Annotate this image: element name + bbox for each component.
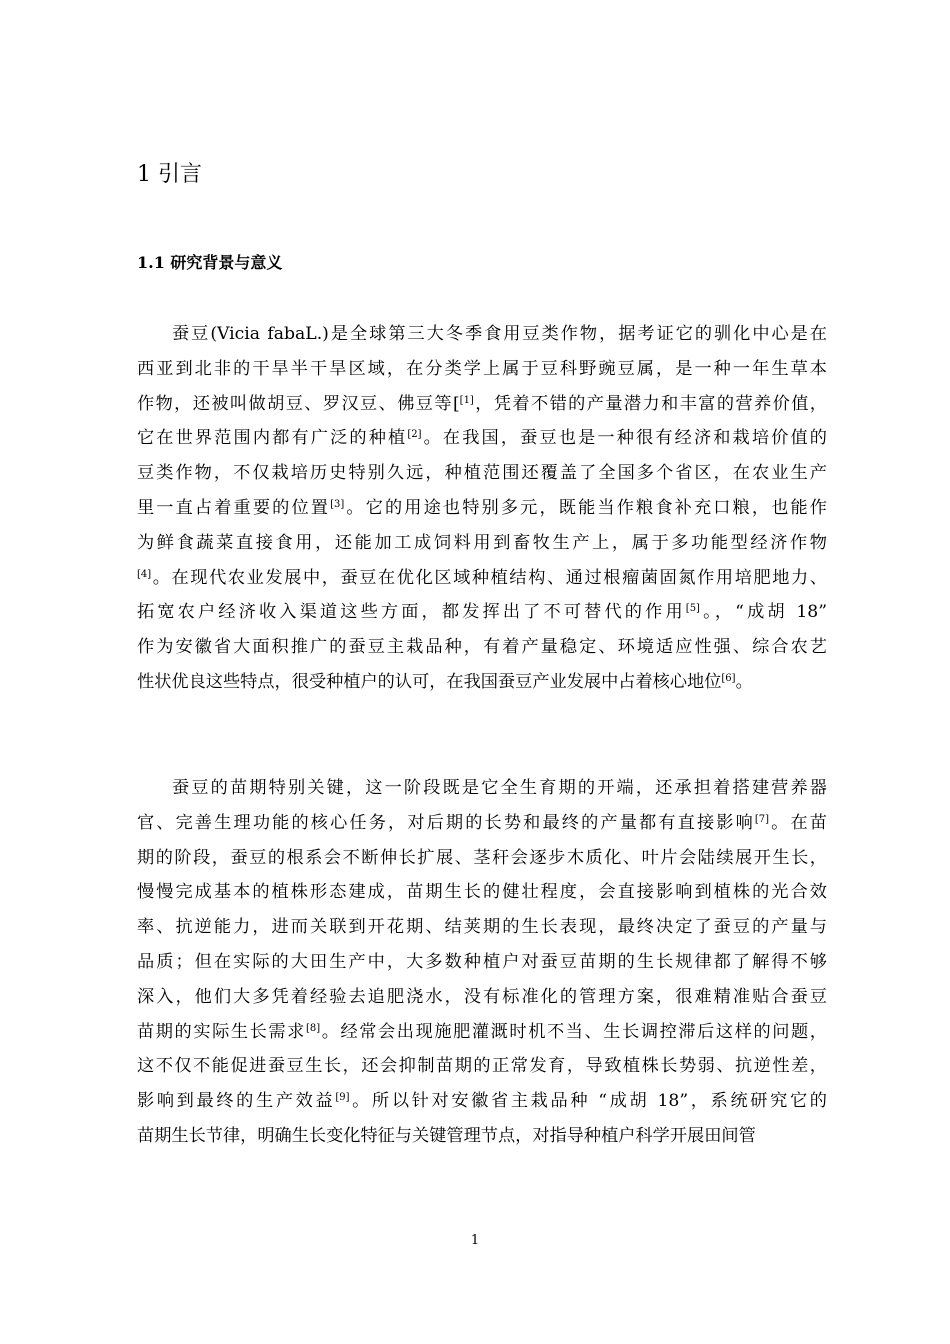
paragraph-seedling-stage: [137, 771, 827, 1154]
citation-marker[interactable]: [7]: [754, 813, 770, 825]
text-line: [137, 387, 827, 422]
text-segment: 性状优良这些特点，很受种植户的认可，在我国蚕豆产业发展中占着核心地位: [137, 671, 722, 692]
citation-marker[interactable]: [2]: [407, 429, 422, 441]
citation-marker[interactable]: [1]: [459, 394, 474, 406]
citation-marker[interactable]: [6]: [721, 672, 736, 684]
text-segment: 。所以针对安徽省主栽品种 “成胡 18”，系统研究它的: [349, 1091, 827, 1112]
citation-marker[interactable]: [4]: [137, 568, 152, 580]
paragraph-background: [137, 317, 827, 700]
text-line: [137, 910, 827, 945]
text-line: [137, 875, 827, 910]
text-segment: 影响到最终的生产效益: [137, 1091, 336, 1112]
text-segment: 这不仅不能促进蚕豆生长，还会抑制苗期的正常发育，导致植株长势弱、抗逆性差，: [137, 1056, 827, 1077]
text-segment: 苗期的实际生长需求: [137, 1021, 306, 1042]
text-line: [137, 806, 827, 841]
text-line: [137, 1049, 827, 1084]
text-line: [137, 561, 827, 596]
citation-marker[interactable]: [3]: [330, 498, 345, 510]
text-line: [137, 1084, 827, 1119]
chapter-title: 1 引言: [137, 162, 202, 187]
text-line: [137, 980, 827, 1015]
text-line: [137, 771, 827, 806]
text-segment: 。: [735, 671, 753, 692]
text-line: [137, 491, 827, 526]
text-line: [137, 630, 827, 665]
text-segment: 。它的用途也特别多元，既能当作粮食补充口粮，也能作: [344, 497, 827, 518]
text-segment: 里一直占着重要的位置: [137, 497, 331, 518]
citation-marker[interactable]: [9]: [335, 1092, 350, 1104]
page-number: 1: [470, 1233, 480, 1248]
text-segment: 作为安徽省大面积推广的蚕豆主栽品种，有着产量稳定、环境适应性强、综合农艺: [137, 637, 827, 658]
text-segment: 。在现代农业发展中，蚕豆在优化区域种植结构、通过根瘤菌固氮作用培肥地力、: [151, 567, 827, 588]
text-line: [137, 421, 827, 456]
text-segment: 。，“成胡 18”: [699, 602, 827, 623]
text-segment: 豆类作物，不仅栽培历史特别久远，种植范围还覆盖了全国多个省区，在农业生产: [137, 463, 827, 484]
text-line: [137, 456, 827, 491]
text-segment: 西亚到北非的干旱半干旱区域，在分类学上属于豆科野豌豆属，是一种一年生草本: [137, 358, 827, 379]
text-segment: 苗期生长节律，明确生长变化特征与关键管理节点，对指导种植户科学开展田间管: [137, 1125, 756, 1146]
text-segment: 蚕豆的苗期特别关键，这一阶段既是它全生育期的开端，还承担着搭建营养器: [172, 778, 827, 798]
text-segment: 慢慢完成基本的植株形态建成，苗期生长的健壮程度，会直接影响到植株的光合效: [137, 882, 827, 903]
text-segment: 品质；但在实际的大田生产中，大多数种植户对蚕豆苗期的生长规律都了解得不够: [137, 951, 827, 972]
text-line: [137, 665, 827, 700]
text-line: [137, 526, 827, 561]
text-segment: 蚕豆(Vicia fabaL.)是全球第三大冬季食用豆类作物，据考证它的驯化中心是在: [172, 324, 827, 344]
text-line: [137, 1015, 827, 1050]
text-line: [137, 841, 827, 876]
text-segment: 。在我国，蚕豆也是一种很有经济和栽培价值的: [421, 428, 827, 449]
text-segment: 。在苗: [769, 812, 827, 833]
text-segment: 为鲜食蔬菜直接食用，还能加工成饲料用到畜牧生产上，属于多功能型经济作物: [137, 532, 827, 553]
text-segment: 作物，还被叫做胡豆、罗汉豆、佛豆等[: [137, 393, 460, 414]
text-segment: 。经常会出现施肥灌溉时机不当、生长调控滞后这样的问题，: [320, 1021, 827, 1042]
text-segment: 率、抗逆能力，进而关联到开花期、结荚期的生长表现，最终决定了蚕豆的产量与: [137, 917, 827, 938]
text-segment: 深入，他们大多凭着经验去追肥浇水，没有标准化的管理方案，很难精准贴合蚕豆: [137, 986, 827, 1007]
citation-marker[interactable]: [8]: [305, 1022, 321, 1034]
text-line: [137, 945, 827, 980]
text-line: [137, 317, 827, 352]
text-segment: ，凭着不错的产量潜力和丰富的营养价值，: [473, 393, 827, 414]
text-segment: 它在世界范围内都有广泛的种植: [137, 428, 408, 449]
text-segment: 拓宽农户经济收入渠道这些方面，都发挥出了不可替代的作用: [137, 602, 686, 623]
section-title: 1.1 研究背景与意义: [137, 253, 283, 272]
text-segment: 期的阶段，蚕豆的根系会不断伸长扩展、茎秆会逐步木质化、叶片会陆续展开生长，: [137, 847, 827, 868]
text-segment: 官、完善生理功能的核心任务，对后期的长势和最终的产量都有直接影响: [137, 812, 755, 833]
text-line: [137, 352, 827, 387]
citation-marker[interactable]: [5]: [685, 603, 700, 615]
text-line: [137, 1119, 827, 1154]
text-line: [137, 595, 827, 630]
